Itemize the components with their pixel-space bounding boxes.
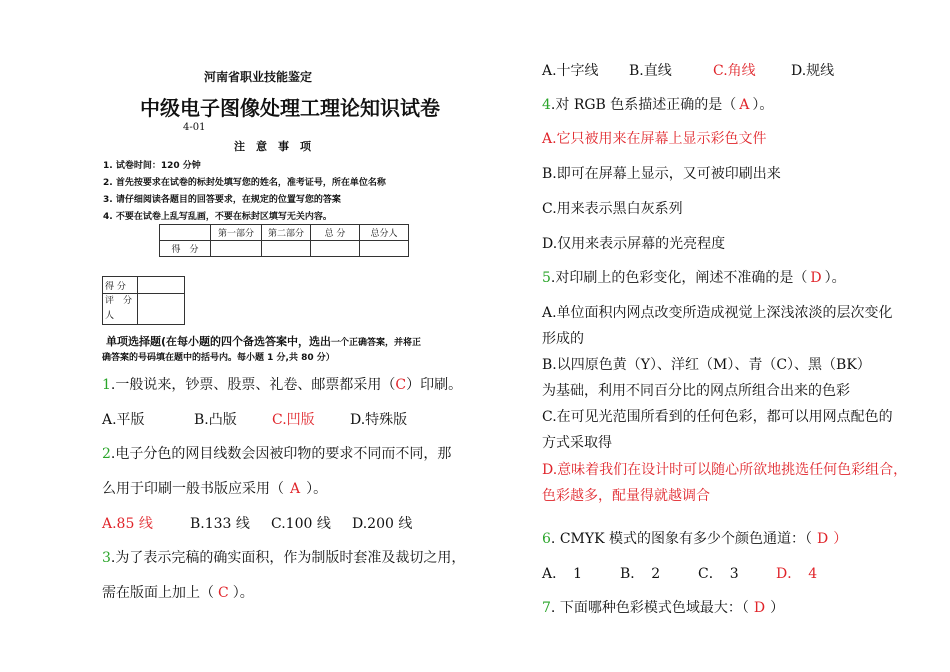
section-score-label: 得 分 bbox=[103, 277, 138, 294]
section-score-cell[interactable] bbox=[138, 277, 185, 294]
section-instruction: 确答案的号码填在题中的括号内。每小题 1 分,共 80 分） bbox=[102, 353, 335, 363]
section-title: 单项选择题(在每小题的四个备选答案中，选出 bbox=[106, 335, 332, 348]
score-row-label: 得 分 bbox=[160, 241, 211, 257]
option: C． 3 bbox=[698, 566, 739, 582]
question-7 bbox=[542, 597, 784, 617]
option-correct: C.凹版 bbox=[272, 412, 315, 428]
question-text: ）。 bbox=[824, 270, 846, 286]
question-text: ） bbox=[833, 531, 848, 547]
answer: A bbox=[290, 481, 301, 497]
question-text: .对印刷上的色彩变化，阐述不准确的是（ bbox=[550, 270, 808, 286]
question-text: ）。 bbox=[752, 97, 774, 113]
option: D.仅用来表示屏幕的光亮程度 bbox=[542, 236, 726, 252]
option: B.直线 bbox=[629, 63, 672, 79]
question-text: ）印刷。 bbox=[406, 377, 463, 393]
option-correct: C.角线 bbox=[713, 63, 756, 79]
score-table-header: 总分人 bbox=[360, 225, 409, 241]
question-text: . 下面哪种色彩模式色域最大：（ bbox=[550, 600, 749, 616]
option: B.133 线 bbox=[190, 516, 250, 532]
question-text: ）。 bbox=[306, 481, 328, 497]
option: D.特殊版 bbox=[350, 412, 408, 428]
option: A． 1 bbox=[542, 566, 583, 582]
section-grader-cell[interactable] bbox=[138, 294, 185, 325]
option-correct: D.意味着我们在设计时可以随心所欲地挑选任何色彩组合， bbox=[542, 462, 908, 478]
question-1 bbox=[102, 374, 462, 394]
option: 为基础，利用不同百分比的网点所组合出来的色彩 bbox=[542, 383, 850, 399]
exam-code: 4-01 bbox=[183, 122, 206, 133]
option: D.规线 bbox=[791, 63, 835, 79]
question-5 bbox=[542, 267, 846, 287]
option: A.平版 bbox=[102, 412, 145, 428]
score-cell[interactable] bbox=[360, 241, 409, 257]
question-number: 1 bbox=[102, 377, 111, 393]
score-table bbox=[159, 224, 409, 257]
score-cell[interactable] bbox=[311, 241, 360, 257]
notice-title: 注 意 事 项 bbox=[234, 140, 311, 153]
question-4 bbox=[542, 94, 773, 114]
question-number: 5 bbox=[542, 270, 551, 286]
option: A.十字线 bbox=[542, 63, 599, 79]
option: 方式采取得 bbox=[542, 435, 612, 451]
question-number: 4 bbox=[542, 97, 551, 113]
question-text: .为了表示完稿的确实面积，作为制版时套准及裁切之用， bbox=[110, 550, 466, 566]
question-2 bbox=[102, 443, 451, 463]
option: 形成的 bbox=[542, 331, 584, 347]
option: B.以四原色黄（Y）、洋红（M）、青（C）、黑（BK） bbox=[542, 357, 871, 373]
question-6 bbox=[542, 528, 847, 548]
score-table-header: 第一部分 bbox=[211, 225, 262, 241]
option: D.200 线 bbox=[352, 516, 413, 532]
option-correct: A.它只被用来在屏幕上显示彩色文件 bbox=[542, 131, 767, 147]
question-2-cont bbox=[102, 478, 327, 498]
question-number: 3 bbox=[102, 550, 111, 566]
score-table-header: 总 分 bbox=[311, 225, 360, 241]
question-text: .电子分色的网目线数会因被印物的要求不同而不同，那 bbox=[110, 446, 452, 462]
option-correct: 色彩越多，配量得就越调合 bbox=[542, 488, 710, 504]
question-3-cont bbox=[102, 582, 254, 602]
answer: D bbox=[810, 270, 822, 286]
option-correct: A.85 线 bbox=[102, 516, 153, 532]
section-grading-table bbox=[102, 276, 185, 325]
question-3 bbox=[102, 547, 465, 567]
question-number: 2 bbox=[102, 446, 111, 462]
question-number: 7 bbox=[542, 600, 551, 616]
question-number: 6 bbox=[542, 531, 551, 547]
score-cell[interactable] bbox=[262, 241, 311, 257]
option: C.在可见光范围所看到的任何色彩，都可以用网点配色的 bbox=[542, 409, 893, 425]
notice-item: 1. 试卷时间：120 分钟 bbox=[103, 161, 201, 171]
score-table-header: 第二部分 bbox=[262, 225, 311, 241]
answer: D bbox=[817, 531, 829, 547]
answer: C bbox=[395, 377, 407, 393]
notice-item: 2. 首先按要求在试卷的标封处填写您的姓名，准考证号，所在单位名称 bbox=[103, 178, 386, 188]
question-text: .对 RGB 色系描述正确的是（ bbox=[550, 97, 737, 113]
exam-organization: 河南省职业技能鉴定 bbox=[204, 70, 313, 84]
option-correct: D． 4 bbox=[776, 566, 818, 582]
exam-title: 中级电子图像处理工理论知识试卷 bbox=[140, 96, 440, 120]
question-text: ）。 bbox=[232, 585, 254, 601]
notice-item: 3. 请仔细阅读各题目的回答要求，在规定的位置写您的答案 bbox=[103, 195, 341, 205]
question-text: 需在版面上加上（ bbox=[102, 585, 214, 601]
option: B.凸版 bbox=[194, 412, 237, 428]
section-grader-label: 评 分 人 bbox=[103, 294, 138, 325]
question-text: .一般说来，钞票、股票、礼卷、邮票都采用（ bbox=[110, 377, 396, 393]
option: A.单位面积内网点改变所造成视觉上深浅浓淡的层次变化 bbox=[542, 305, 893, 321]
section-instruction-line bbox=[106, 333, 421, 349]
answer: C bbox=[218, 585, 229, 601]
answer: D bbox=[753, 600, 766, 616]
notice-item: 4. 不要在试卷上乱写乱画，不要在标封区填写无关内容。 bbox=[103, 212, 332, 222]
question-text: ） bbox=[770, 600, 785, 616]
question-text: 么用于印刷一般书版应采用（ bbox=[102, 481, 284, 497]
section-instruction: 一个正确答案，并将正 bbox=[331, 338, 422, 348]
answer: A bbox=[739, 97, 750, 113]
score-cell[interactable] bbox=[211, 241, 262, 257]
question-text: . CMYK 模式的图象有多少个颜色通道：（ bbox=[550, 531, 813, 547]
option: C.用来表示黑白灰系列 bbox=[542, 201, 683, 217]
option: B． 2 bbox=[620, 566, 661, 582]
option: C.100 线 bbox=[271, 516, 331, 532]
score-table-header bbox=[160, 225, 211, 241]
option: B.即可在屏幕上显示，又可被印刷出来 bbox=[542, 166, 781, 182]
